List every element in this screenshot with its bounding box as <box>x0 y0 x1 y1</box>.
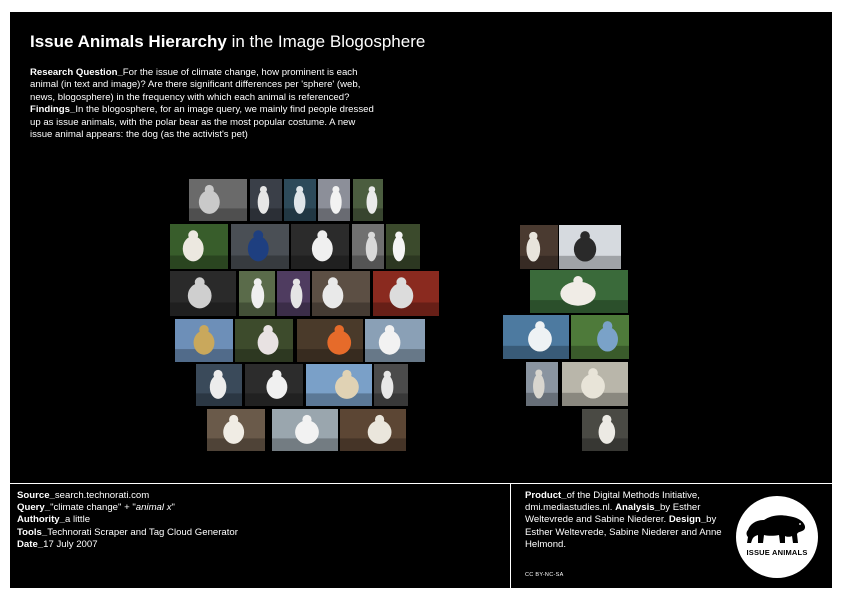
costume-photo <box>235 319 293 362</box>
costume-photo <box>189 179 247 221</box>
costume-photo <box>374 364 408 406</box>
polar-bear-photo <box>559 225 621 269</box>
page-title: Issue Animals Hierarchy in the Image Blogosphere <box>30 32 426 51</box>
costume-photo <box>306 364 372 406</box>
costume-photo <box>353 179 383 221</box>
vertical-divider <box>510 483 511 588</box>
polar-bear-photo <box>503 315 569 359</box>
polar-bear-photo <box>520 225 558 269</box>
polar-bear-icon <box>744 510 810 548</box>
costume-photo <box>297 319 363 362</box>
costume-photo <box>291 224 349 269</box>
polar-bear-photo <box>526 362 558 406</box>
costume-photo <box>365 319 425 362</box>
costume-photo <box>239 271 275 316</box>
costume-photo <box>284 179 316 221</box>
license-label: CC BY-NC-SA <box>525 572 564 578</box>
findings: Findings_In the blogosphere, for an image query, we mainly find people dressed up as issue animals, with the polar bear as the most popular costume. A new issue animal appears: the dog (as the activist's pet) <box>30 104 374 141</box>
date-line: Date_17 July 2007 <box>17 538 98 550</box>
credits-block: Product_of the Digital Methods Initiative, dmi.mediastudies.nl. Analysis_by Esther Weltevrede and Sabine Niederer. Design_by Esther Weltevrede, Sabine Niederer and Anne Helmond. <box>525 490 722 550</box>
issue-animals-logo <box>736 496 818 578</box>
research-question: Research Question_For the issue of climate change, how prominent is each animal (in text and image)? Are there significant differences per 'sphere' (web, news, blogosphere) in the frequency with which each animal is referenced? <box>30 67 361 103</box>
costume-photo <box>386 224 420 269</box>
metadata-block <box>17 490 238 551</box>
costume-photo <box>175 319 233 362</box>
poster <box>10 12 832 588</box>
polar-bear-photo <box>530 270 628 313</box>
costume-photo <box>245 364 303 406</box>
costume-photo <box>250 179 282 221</box>
polar-bear-photo <box>571 315 629 359</box>
costume-photo <box>277 271 310 316</box>
costume-photo <box>373 271 439 316</box>
logo-text: ISSUE ANIMALS <box>746 548 808 557</box>
costume-photo <box>318 179 350 221</box>
costume-photo <box>207 409 265 451</box>
polar-bear-photo <box>562 362 628 406</box>
query-line: Query_"climate change" + "animal x" <box>17 502 175 514</box>
authority-line: Authority_a little <box>17 514 91 526</box>
costume-photo <box>272 409 338 451</box>
source-line: Source_search.technorati.com <box>17 490 150 501</box>
costume-photo <box>170 224 228 269</box>
polar-bear-photo <box>582 409 628 451</box>
costume-photo <box>312 271 370 316</box>
tools-line: Tools_Technorati Scraper and Tag Cloud Generator <box>17 526 238 538</box>
costume-photo <box>352 224 384 269</box>
costume-photo <box>170 271 236 316</box>
intro-text <box>30 67 380 141</box>
costume-photo <box>196 364 242 406</box>
costume-photo <box>231 224 289 269</box>
horizontal-divider <box>10 483 832 484</box>
costume-photo <box>340 409 406 451</box>
